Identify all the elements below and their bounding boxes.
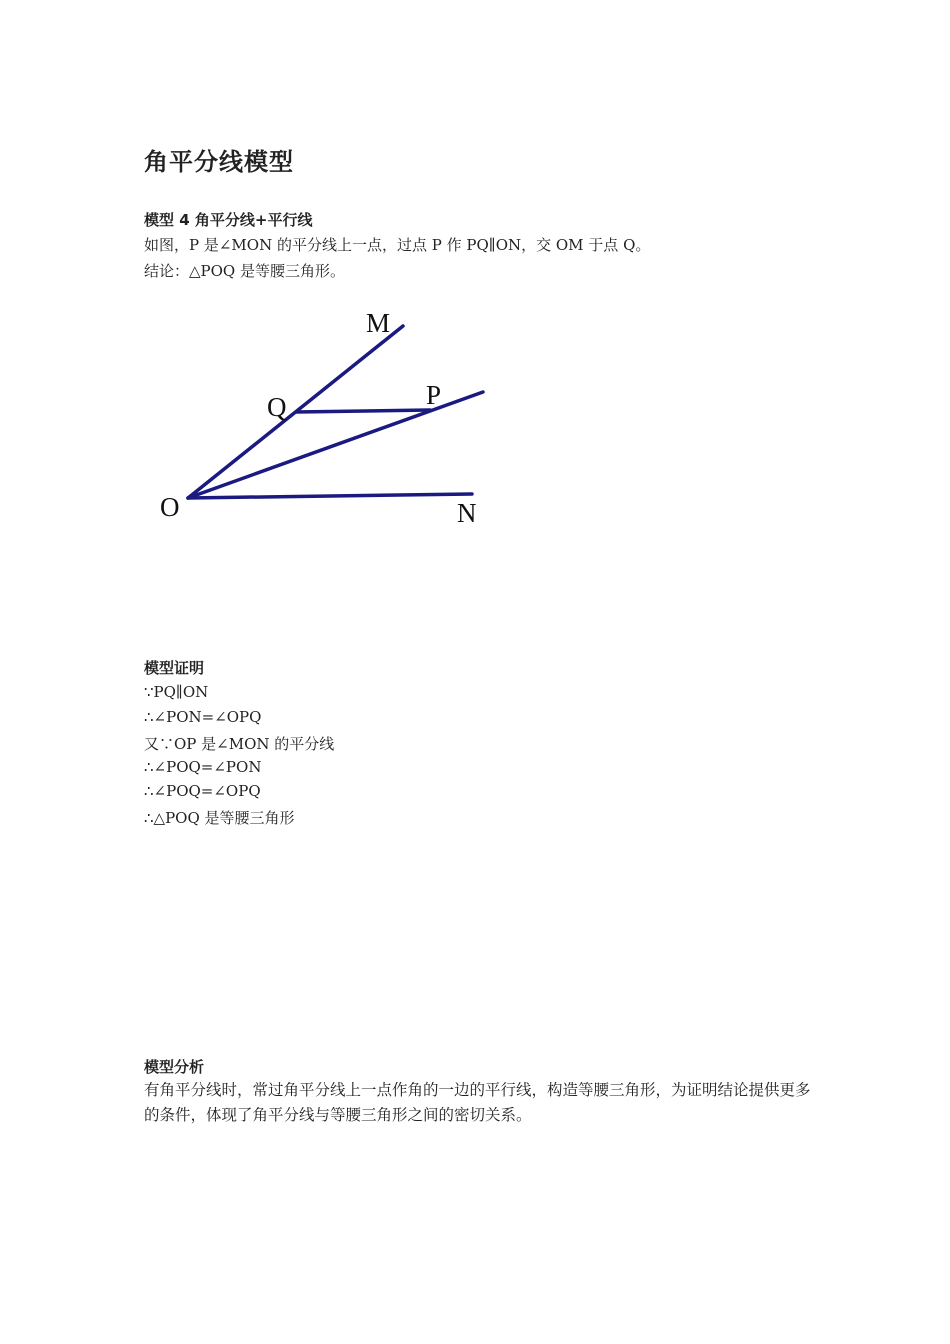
label-Q: Q: [267, 392, 287, 422]
proof-line: ∴△POQ 是等腰三角形: [144, 809, 295, 827]
model4-heading: 模型 4 角平分线+平行线: [144, 211, 313, 229]
figure-lines: [188, 326, 483, 498]
angle-bisector-figure: [150, 300, 510, 540]
model4-line1: 如图，P 是∠MON 的平分线上一点，过点 P 作 PQ∥ON，交 OM 于点 Q。: [144, 236, 651, 254]
proof-line: ∴∠PON=∠OPQ: [144, 708, 262, 726]
proof-line: ∵PQ∥ON: [144, 683, 209, 701]
proof-heading: 模型证明: [144, 659, 205, 677]
analysis-text: 有角平分线时，常过角平分线上一点作角的一边的平行线，构造等腰三角形，为证明结论提供更多的条件，体现了角平分线与等腰三角形之间的密切关系。: [144, 1081, 811, 1124]
label-O: O: [160, 492, 180, 522]
analysis-heading: 模型分析: [144, 1058, 205, 1076]
label-M: M: [366, 308, 391, 338]
proof-line: 又∵OP 是∠MON 的平分线: [144, 735, 335, 753]
label-P: P: [426, 380, 442, 410]
model4-line2: 结论：△POQ 是等腰三角形。: [144, 262, 345, 280]
page-title: 角平分线模型: [144, 148, 294, 176]
segment-PQ: [296, 410, 430, 412]
label-N: N: [457, 498, 477, 528]
proof-line: ∴∠POQ=∠PON: [144, 758, 262, 776]
proof-line: ∴∠POQ=∠OPQ: [144, 782, 261, 800]
ray-ON: [188, 494, 472, 498]
